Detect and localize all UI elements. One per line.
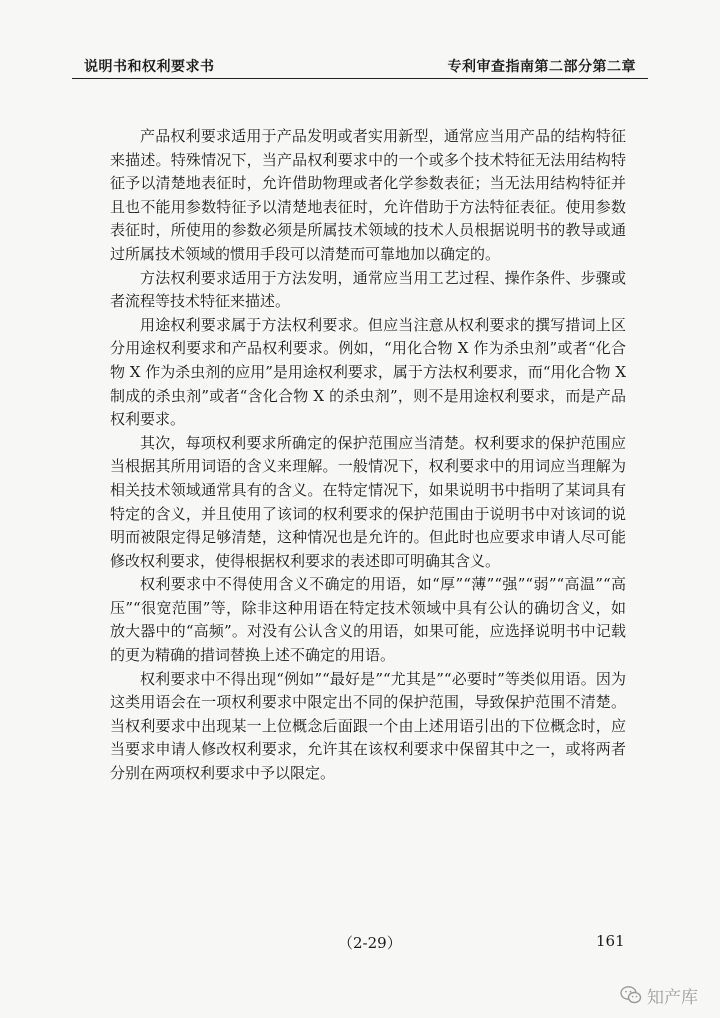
- wechat-icon: [620, 985, 642, 1005]
- paragraph-example-terms: 权利要求中不得出现“例如”“最好是”“尤其是”“必要时”等类似用语。因为这类用语会在一项权利要求中限定出不同的保护范围，导致保护范围不清楚。当权利要求中出现某一上位概念后面跟一个由上述用语引出的下位概念时，应当要求申请人修改权利要求，允许其在该权利要求中保留其中之一，或将两者分别在两项权利要求中予以限定。: [110, 669, 626, 783]
- header-right-title: 专利审查指南第二部分第二章: [447, 59, 636, 75]
- watermark: [620, 982, 698, 1008]
- header-rule: [72, 78, 648, 79]
- watermark-text: 知产库: [647, 987, 698, 1008]
- header-left-title: 说明书和权利要求书: [84, 59, 215, 75]
- section-number: （2-29）: [338, 934, 402, 952]
- main-body: [110, 125, 626, 786]
- page-number: 161: [596, 932, 625, 950]
- page-header: [84, 52, 636, 76]
- paragraph-product-claims: 产品权利要求适用于产品发明或者实用新型，通常应当用产品的结构特征来描述。特殊情况下，当产品权利要求中的一个或多个技术特征无法用结构特征予以清楚地表征时，允许借助物理或者化学参数表征；当无法用结构特征并且也不能用参数特征予以清楚地表征时，允许借助于方法特征表征。使用参数表征时，所使用的参数必须是所属技术领域的技术人员根据说明书的教导或通过所属技术领域的惯用手段可以清楚而可靠地加以确定的。: [110, 127, 626, 263]
- paragraph-use-claims: 用途权利要求属于方法权利要求。但应当注意从权利要求的撰写措词上区分用途权利要求和产品权利要求。例如，“用化合物 X 作为杀虫剂”或者“化合物 X 作为杀虫剂的应用”是用途权利要求，属于方法权利要求，而“用化合物 X 制成的杀虫剂”或者“含化合物 X 的杀虫剂”，则不是用途权利要求，而是产品权利要求。: [110, 315, 627, 429]
- paragraph-uncertain-terms: 权利要求中不得使用含义不确定的用语，如“厚”“薄”“强”“弱”“高温”“高压”“很宽范围”等，除非这种用语在特定技术领域中具有公认的确切含义，如放大器中的“高频”。对没有公认含义的用语，如果可能，应选择说明书中记载的更为精确的措词替换上述不确定的用语。: [110, 575, 626, 665]
- paragraph-protection-scope: 其次，每项权利要求所确定的保护范围应当清楚。权利要求的保护范围应当根据其所用词语的含义来理解。一般情况下，权利要求中的用词应当理解为相关技术领域通常具有的含义。在特定情况下，如果说明书中指明了某词具有特定的含义，并且使用了该词的权利要求的保护范围由于说明书中对该词的说明而被限定得足够清楚，这种情况也是允许的。但此时也应要求申请人尽可能修改权利要求，使得根据权利要求的表述即可明确其含义。: [110, 433, 626, 570]
- paragraph-method-claims: 方法权利要求适用于方法发明，通常应当用工艺过程、操作条件、步骤或者流程等技术特征来描述。: [110, 268, 626, 311]
